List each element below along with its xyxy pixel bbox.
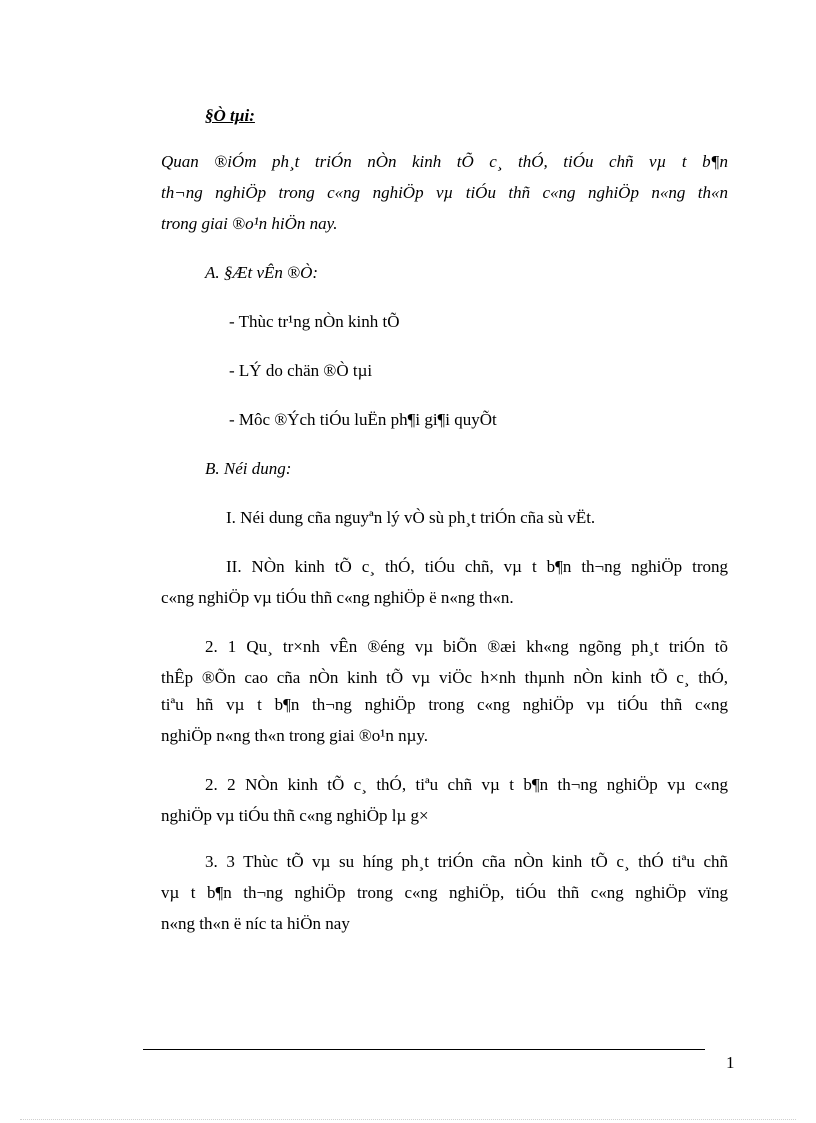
bullet-item: - Môc ®Ých tiÓu luËn ph¶i gi¶i quyÕt: [229, 410, 497, 429]
intro-line-3: trong giai ®o¹n hiÖn nay.: [161, 214, 338, 233]
section-a-heading: A. §Æt vÊn ®Ò:: [205, 263, 319, 282]
outline-item-2-1-line-1: 2. 1 Qu¸ tr×nh vÊn ®éng vµ biÕn ®æi kh«ng ngõng ph¸t triÓn tõ: [205, 637, 728, 656]
outline-item-3-3-line-2: vµ t b¶n th¬ng nghiÖp trong c«ng nghiÖp, tiÓu thñ c«ng nghiÖp vïng: [161, 883, 728, 902]
bullet-item: - Thùc tr¹ng nÒn kinh tÕ: [229, 312, 400, 331]
outline-item-2-1-line-2: thÊp ®Õn cao cña nÒn kinh tÕ vµ viÖc h×nh thµnh nÒn kinh tÕ c¸ thÓ,: [161, 668, 728, 687]
intro-line-1: Quan ®iÓm ph¸t triÓn nÒn kinh tÕ c¸ thÓ, tiÓu chñ vµ t b¶n: [161, 152, 728, 171]
intro-line-2: th¬ng nghiÖp trong c«ng nghiÖp vµ tiÓu thñ c«ng nghiÖp n«ng th«n: [161, 183, 728, 202]
bullet-item: - LÝ do chän ®Ò tµi: [229, 361, 373, 380]
page-number: 1: [726, 1053, 735, 1072]
outline-item-2-1-line-3: tiªu hñ vµ t b¶n th¬ng nghiÖp trong c«ng nghiÖp vµ tiÓu thñ c«ng: [161, 695, 728, 714]
outline-item-2-1-line-4: nghiÖp n«ng th«n trong giai ®o¹n nµy.: [161, 726, 429, 745]
section-b-heading: B. Néi dung:: [205, 459, 292, 478]
outline-item-2-2-line-1: 2. 2 NÒn kinh tÕ c¸ thÓ, tiªu chñ vµ t b¶n th¬ng nghiÖp vµ c«ng: [205, 775, 728, 794]
outline-item-ii-line-2: c«ng nghiÖp vµ tiÓu thñ c«ng nghiÖp ë n«ng th«n.: [161, 588, 514, 607]
page-bottom-dotted-border: [20, 1119, 796, 1120]
outline-item-i: I. Néi dung cña nguyªn lý vÒ sù ph¸t triÓn cña sù vËt.: [226, 508, 596, 527]
topic-heading: §Ò tµi:: [205, 106, 255, 125]
outline-item-3-3-line-3: n«ng th«n ë níc ta hiÖn nay: [161, 914, 350, 933]
outline-item-2-2-line-2: nghiÖp vµ tiÓu thñ c«ng nghiÖp lµ g×: [161, 806, 429, 825]
footer-rule: [143, 1049, 705, 1050]
outline-item-ii-line-1: II. NÒn kinh tÕ c¸ thÓ, tiÓu chñ, vµ t b¶n th¬ng nghiÖp trong: [226, 557, 728, 576]
outline-item-3-3-line-1: 3. 3 Thùc tÕ vµ su híng ph¸t triÓn cña nÒn kinh tÕ c¸ thÓ tiªu chñ: [205, 852, 728, 871]
